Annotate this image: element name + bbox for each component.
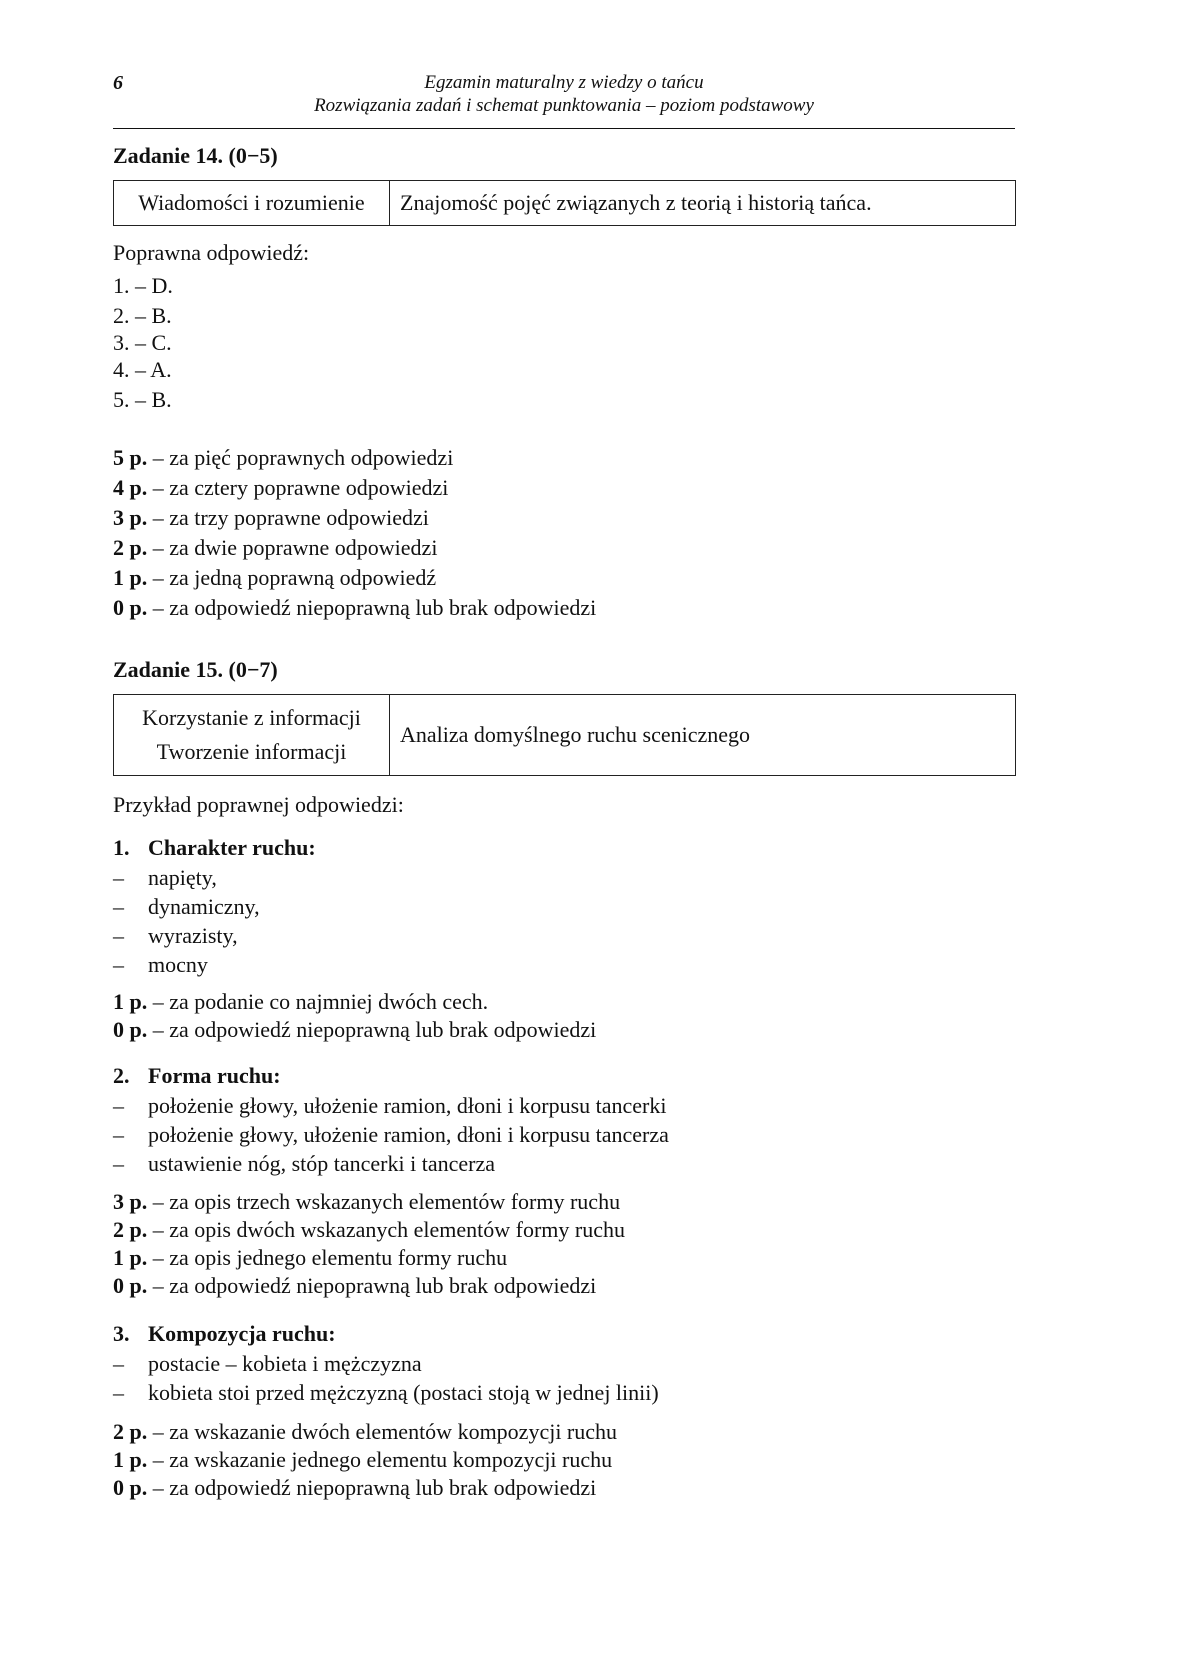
- list-item: [113, 950, 316, 979]
- list-item-text: dynamiczny,: [148, 894, 260, 919]
- list-item-text: napięty,: [148, 865, 217, 890]
- scoring-points: 2 p.: [113, 535, 148, 560]
- scoring-row: [113, 988, 596, 1016]
- dash-bullet: –: [113, 923, 124, 948]
- dash-bullet: –: [113, 1151, 124, 1176]
- dash-bullet: –: [113, 1351, 124, 1376]
- task15-skill-cell: [114, 695, 390, 776]
- list-item: [113, 892, 316, 921]
- list-item-text: ustawienie nóg, stóp tancerki i tancerza: [148, 1151, 495, 1176]
- task15-answer-label: Przykład poprawnej odpowiedzi:: [113, 792, 404, 817]
- part-number: 1.: [113, 835, 130, 860]
- part-heading-text: Kompozycja ruchu:: [148, 1321, 336, 1346]
- task14-answers-list: [113, 271, 173, 415]
- scoring-text: – za wskazanie dwóch elementów kompozycji ruchu: [147, 1419, 618, 1444]
- scoring-points: 0 p.: [113, 1273, 148, 1298]
- scoring-points: 0 p.: [113, 1017, 148, 1042]
- dash-bullet: –: [113, 952, 124, 977]
- list-item-text: kobieta stoi przed mężczyzną (postaci stoją w jednej linii): [148, 1380, 659, 1405]
- scoring-row: [113, 1216, 625, 1244]
- scoring-row: [113, 1418, 617, 1446]
- scoring-points: 1 p.: [113, 989, 148, 1014]
- task15-part3-scoring: [113, 1418, 617, 1502]
- scoring-points: 1 p.: [113, 1447, 148, 1472]
- part-items: [113, 1349, 659, 1407]
- answer-item: 1. – D.: [113, 273, 173, 298]
- page-number: 6: [113, 72, 123, 94]
- scoring-points: 1 p.: [113, 565, 148, 590]
- header-title-line2: Rozwiązania zadań i schemat punktowania – poziom podstawowy: [314, 95, 814, 116]
- list-item: [113, 1378, 659, 1407]
- scoring-row: [113, 1188, 625, 1216]
- answer-item: 2. – B.: [113, 303, 172, 328]
- scoring-points: 2 p.: [113, 1217, 148, 1242]
- task15-part2: [113, 1061, 669, 1178]
- list-item: [113, 863, 316, 892]
- header-title: [113, 71, 1015, 117]
- answer-item: 5. – B.: [113, 387, 172, 412]
- part-number: 3.: [113, 1321, 130, 1346]
- task15-skill-line1: Korzystanie z informacji: [142, 705, 361, 730]
- task15-info-table: [113, 694, 1016, 776]
- scoring-text: – za odpowiedź niepoprawną lub brak odpowiedzi: [147, 595, 597, 620]
- dash-bullet: –: [113, 894, 124, 919]
- scoring-row: [113, 473, 596, 503]
- list-item-text: wyrazisty,: [148, 923, 238, 948]
- page-header: [113, 68, 1015, 129]
- task15-part1: [113, 833, 316, 979]
- scoring-text: – za odpowiedź niepoprawną lub brak odpowiedzi: [147, 1017, 597, 1042]
- list-item: [113, 1120, 669, 1149]
- dash-bullet: –: [113, 1093, 124, 1118]
- part-heading-text: Forma ruchu:: [148, 1063, 281, 1088]
- list-item: [113, 921, 316, 950]
- scoring-row: [113, 1474, 617, 1502]
- answer-item: 3. – C.: [113, 330, 172, 355]
- scoring-text: – za podanie co najmniej dwóch cech.: [147, 989, 489, 1014]
- scoring-text: – za pięć poprawnych odpowiedzi: [147, 445, 454, 470]
- part-heading-text: Charakter ruchu:: [148, 835, 316, 860]
- scoring-text: – za cztery poprawne odpowiedzi: [147, 475, 449, 500]
- dash-bullet: –: [113, 1122, 124, 1147]
- part-number: 2.: [113, 1063, 130, 1088]
- scoring-row: [113, 503, 596, 533]
- part-heading: [113, 833, 316, 863]
- dash-bullet: –: [113, 865, 124, 890]
- header-title-line1: Egzamin maturalny z wiedzy o tańcu: [424, 72, 704, 93]
- task15-requirement-cell: Analiza domyślnego ruchu scenicznego: [390, 695, 1016, 776]
- task14-scoring: [113, 443, 596, 623]
- scoring-row: [113, 443, 596, 473]
- scoring-row: [113, 1446, 617, 1474]
- scoring-text: – za trzy poprawne odpowiedzi: [147, 505, 429, 530]
- list-item-text: mocny: [148, 952, 208, 977]
- scoring-text: – za odpowiedź niepoprawną lub brak odpowiedzi: [147, 1475, 597, 1500]
- task14-answer-label: Poprawna odpowiedź:: [113, 240, 310, 265]
- scoring-row: [113, 1244, 625, 1272]
- list-item: [113, 1149, 669, 1178]
- task14-title: Zadanie 14. (0−5): [113, 143, 278, 168]
- task15-part2-scoring: [113, 1188, 625, 1300]
- task14-info-table: [113, 180, 1016, 226]
- scoring-points: 1 p.: [113, 1245, 148, 1270]
- list-item: [113, 1091, 669, 1120]
- scoring-text: – za wskazanie jednego elementu kompozycji ruchu: [147, 1447, 613, 1472]
- scoring-text: – za jedną poprawną odpowiedź: [147, 565, 437, 590]
- task15-part1-scoring: [113, 988, 596, 1044]
- scoring-row: [113, 1272, 625, 1300]
- task15-title: Zadanie 15. (0−7): [113, 657, 278, 682]
- task14-skill-cell: Wiadomości i rozumienie: [114, 181, 390, 226]
- task15-skill-line2: Tworzenie informacji: [156, 739, 347, 764]
- list-item-text: położenie głowy, ułożenie ramion, dłoni i korpusu tancerki: [148, 1093, 667, 1118]
- scoring-row: [113, 593, 596, 623]
- part-heading: [113, 1319, 659, 1349]
- scoring-points: 4 p.: [113, 475, 148, 500]
- list-item: [113, 1349, 659, 1378]
- scoring-text: – za dwie poprawne odpowiedzi: [147, 535, 438, 560]
- task15-part3: [113, 1319, 659, 1407]
- part-items: [113, 863, 316, 979]
- scoring-text: – za opis jednego elementu formy ruchu: [147, 1245, 508, 1270]
- answer-item: 4. – A.: [113, 357, 172, 382]
- dash-bullet: –: [113, 1380, 124, 1405]
- scoring-points: 5 p.: [113, 445, 148, 470]
- list-item-text: położenie głowy, ułożenie ramion, dłoni i korpusu tancerza: [148, 1122, 669, 1147]
- list-item-text: postacie – kobieta i mężczyzna: [148, 1351, 422, 1376]
- scoring-text: – za opis dwóch wskazanych elementów formy ruchu: [147, 1217, 625, 1242]
- scoring-points: 0 p.: [113, 1475, 148, 1500]
- scoring-points: 2 p.: [113, 1419, 148, 1444]
- scoring-row: [113, 563, 596, 593]
- part-heading: [113, 1061, 669, 1091]
- scoring-row: [113, 1016, 596, 1044]
- part-items: [113, 1091, 669, 1178]
- scoring-row: [113, 533, 596, 563]
- scoring-text: – za opis trzech wskazanych elementów formy ruchu: [147, 1189, 621, 1214]
- task14-requirement-cell: Znajomość pojęć związanych z teorią i historią tańca.: [390, 181, 1016, 226]
- scoring-points: 3 p.: [113, 505, 148, 530]
- scoring-points: 0 p.: [113, 595, 148, 620]
- scoring-points: 3 p.: [113, 1189, 148, 1214]
- scoring-text: – za odpowiedź niepoprawną lub brak odpowiedzi: [147, 1273, 597, 1298]
